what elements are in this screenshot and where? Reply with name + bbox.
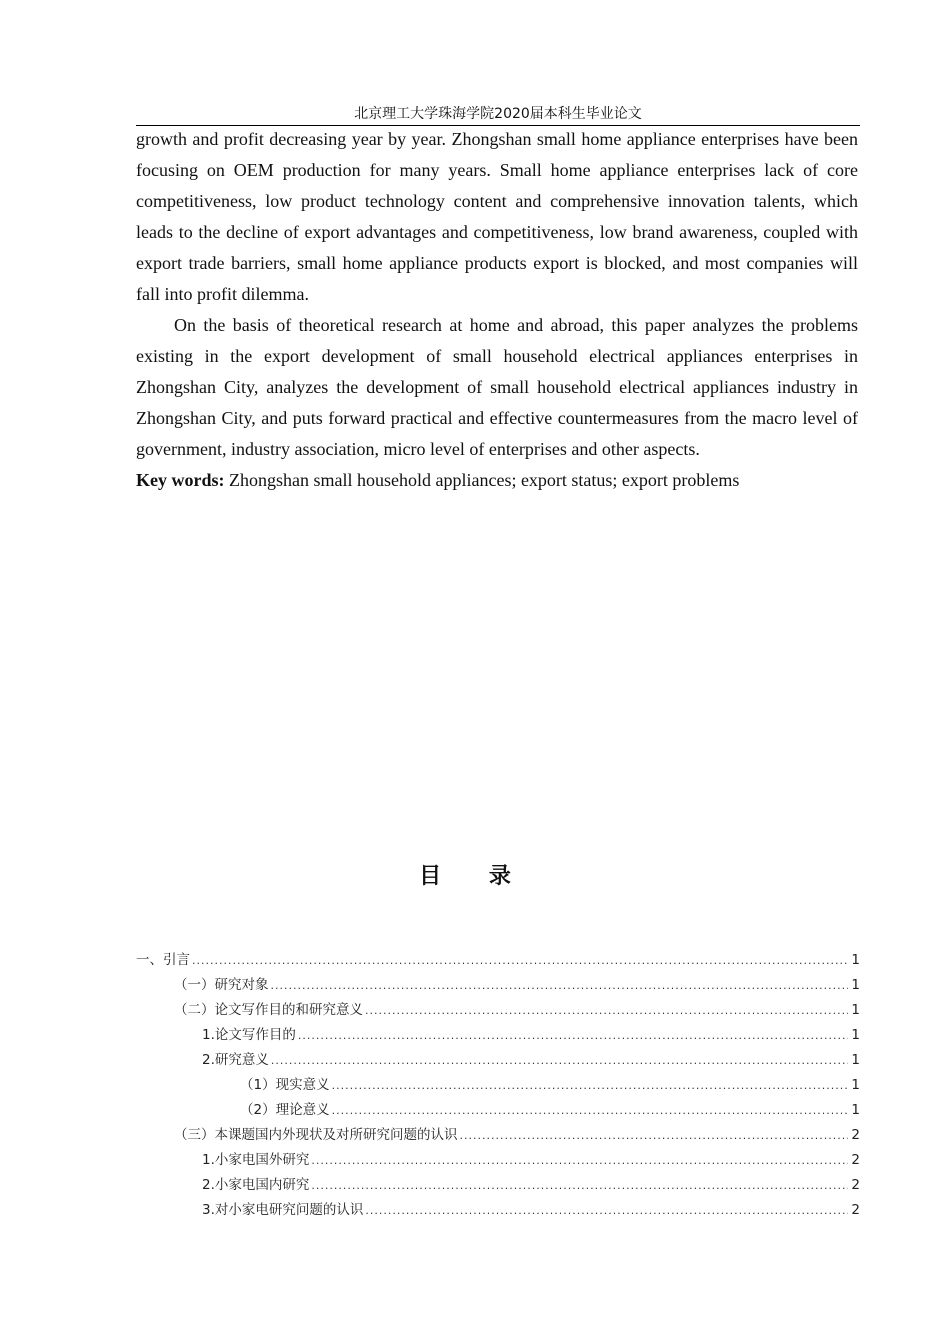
toc-entry-label: 一、引言 <box>136 952 190 968</box>
toc-leader-dots <box>365 998 848 1023</box>
toc-title: 目 录 <box>419 863 531 889</box>
abstract-body <box>136 124 858 496</box>
toc-leader-dots <box>271 1048 848 1073</box>
toc-leader-dots <box>298 1023 848 1048</box>
toc-entry-page: 2 <box>851 1152 860 1168</box>
toc-entry-label: （三）本课题国内外现状及对所研究问题的认识 <box>174 1127 458 1143</box>
toc-entry-page: 1 <box>851 1102 860 1118</box>
toc-entry-page: 2 <box>851 1127 860 1143</box>
toc-leader-dots <box>311 1173 848 1198</box>
toc-entry-page: 1 <box>851 952 860 968</box>
toc-entry-page: 1 <box>851 1077 860 1093</box>
page-header <box>136 104 860 126</box>
keywords-label: Key words: <box>136 470 225 490</box>
toc-entry-page: 2 <box>851 1177 860 1193</box>
toc-entry-label: 1.论文写作目的 <box>202 1027 296 1043</box>
toc-entry[interactable] <box>136 1198 860 1223</box>
toc-entry-page: 1 <box>851 977 860 993</box>
toc-entry-label: （2）理论意义 <box>240 1102 330 1118</box>
toc-leader-dots <box>311 1148 848 1173</box>
toc-leader-dots <box>365 1198 848 1223</box>
toc-leader-dots <box>460 1123 849 1148</box>
toc-leader-dots <box>332 1073 848 1098</box>
toc-entry[interactable] <box>136 1123 860 1148</box>
toc-entry[interactable] <box>136 948 860 973</box>
toc-entry[interactable] <box>136 1048 860 1073</box>
toc-entry[interactable] <box>136 1173 860 1198</box>
toc-entry-page: 2 <box>851 1202 860 1218</box>
toc-entry-label: （1）现实意义 <box>240 1077 330 1093</box>
toc-entry-page: 1 <box>851 1027 860 1043</box>
toc-leader-dots <box>332 1098 848 1123</box>
toc-entry[interactable] <box>136 973 860 998</box>
abstract-paragraph-1: growth and profit decreasing year by year. Zhongshan small home appliance enterprises have been focusing on OEM production for many years. Small home appliance enterprises lack of core competitiveness, low product technology content and comprehensive innovation talents, which leads to the decline of export advantages and competitiveness, low brand awareness, coupled with export trade barriers, small home appliance products export is blocked, and most companies will fall into profit dilemma. <box>136 129 858 304</box>
toc-entry-label: 1.小家电国外研究 <box>202 1152 310 1168</box>
keywords-line <box>136 465 858 496</box>
toc-entry[interactable] <box>136 1148 860 1173</box>
header-title: 北京理工大学珠海学院2020届本科生毕业论文 <box>354 106 642 122</box>
toc-entry[interactable] <box>136 1073 860 1098</box>
toc-leader-dots <box>271 973 849 998</box>
keywords-text: Zhongshan small household appliances; export status; export problems <box>224 470 740 490</box>
toc-entry-label: 3.对小家电研究问题的认识 <box>202 1202 364 1218</box>
toc-entry[interactable] <box>136 1098 860 1123</box>
toc-entry-label: （一）研究对象 <box>174 977 269 993</box>
toc-leader-dots <box>192 948 848 973</box>
toc-entry-label: （二）论文写作目的和研究意义 <box>174 1002 363 1018</box>
toc-entry-page: 1 <box>851 1052 860 1068</box>
toc-entry[interactable] <box>136 998 860 1023</box>
toc-entry-page: 1 <box>851 1002 860 1018</box>
abstract-paragraph-2: On the basis of theoretical research at home and abroad, this paper analyzes the problems existing in the export development of small household electrical appliances enterprises in Zhongshan City, analyzes the development of small household electrical appliances industry in Zhongshan City, and puts forward practical and effective countermeasures from the macro level of government, industry association, micro level of enterprises and other aspects. <box>136 315 858 459</box>
table-of-contents <box>136 948 860 1223</box>
toc-entry-label: 2.研究意义 <box>202 1052 269 1068</box>
toc-entry[interactable] <box>136 1023 860 1048</box>
toc-entry-label: 2.小家电国内研究 <box>202 1177 310 1193</box>
